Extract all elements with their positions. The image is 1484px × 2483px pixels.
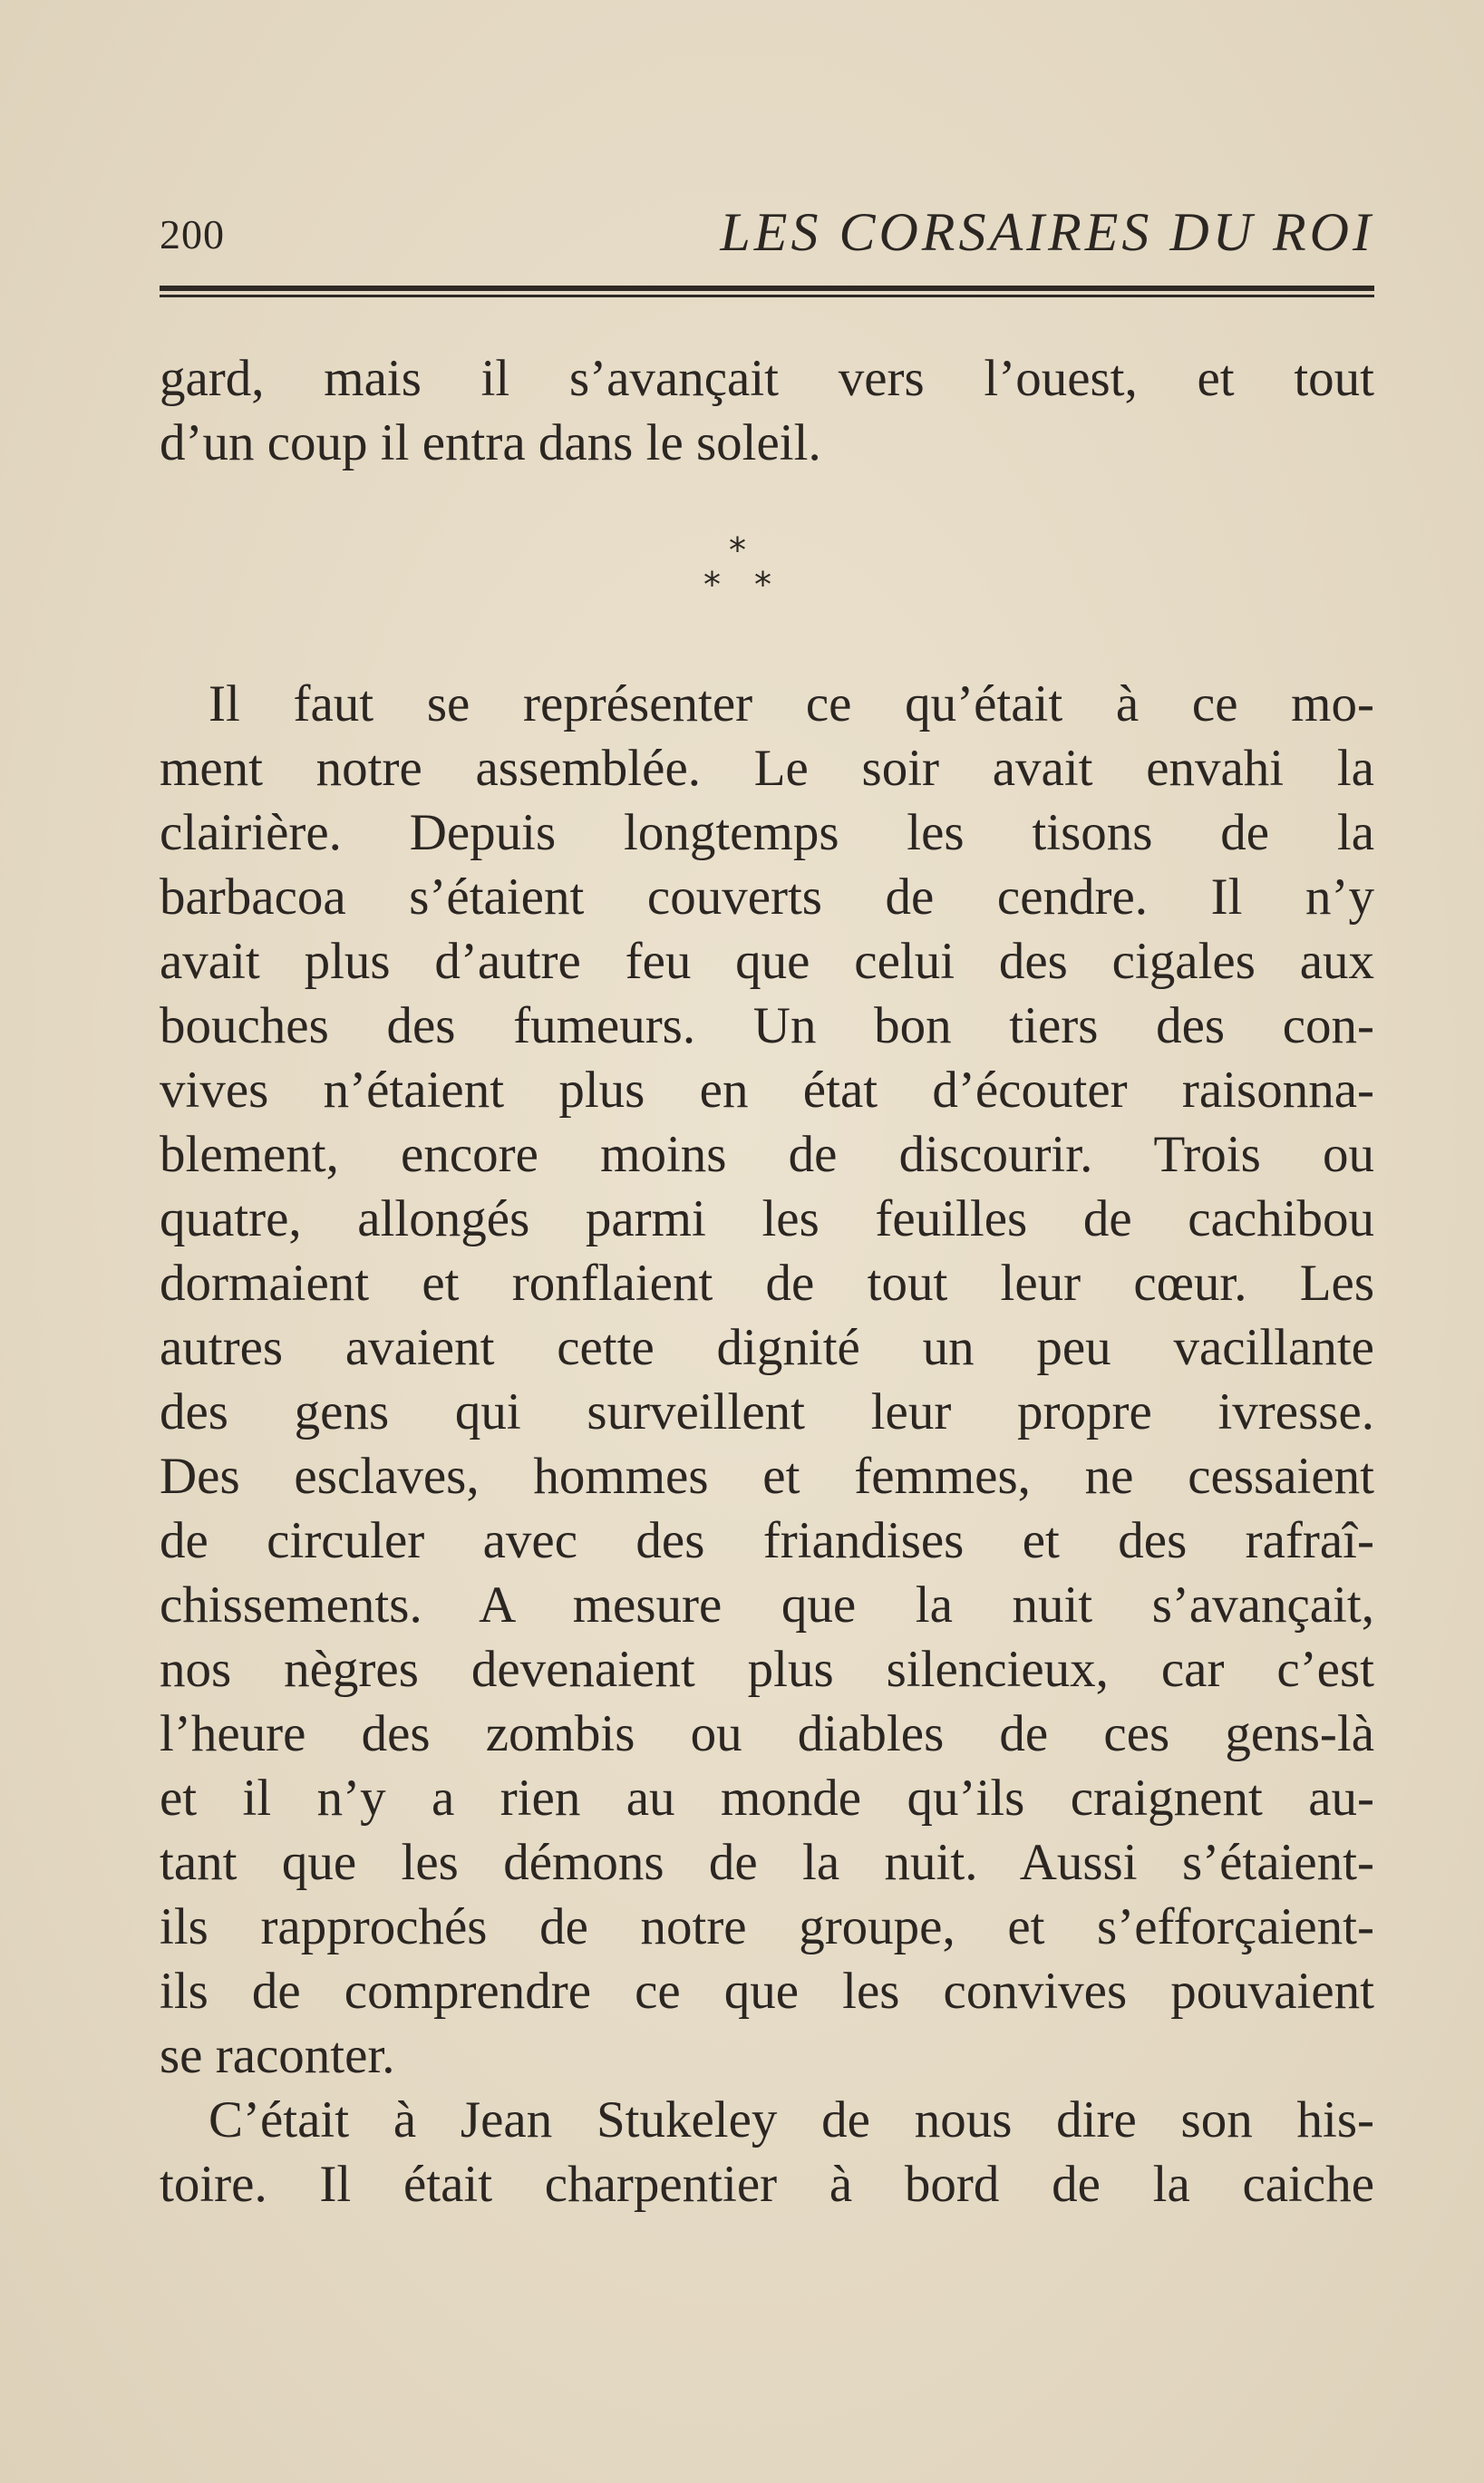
header-rule-thin	[160, 295, 1374, 297]
text-line: Il faut se représenter ce qu’était à ce mo-	[209, 675, 1374, 732]
text-line: C’était à Jean Stukeley de nous dire son his-	[209, 2091, 1374, 2148]
text-line: des gens qui surveillent leur propre ivresse.	[160, 1383, 1374, 1440]
text-line: bouches des fumeurs. Un bon tiers des con-	[160, 997, 1374, 1054]
text-line: ils rapprochés de notre groupe, et s’efforçaient-	[160, 1898, 1374, 1955]
text-line: nos nègres devenaient plus silencieux, car c’est	[160, 1641, 1374, 1698]
text-line: quatre, allongés parmi les feuilles de cachibou	[160, 1190, 1374, 1247]
text-line: vives n’étaient plus en état d’écouter raisonna-	[160, 1062, 1374, 1119]
text-line: chissements. A mesure que la nuit s’avançait,	[160, 1576, 1374, 1634]
paragraph	[160, 2088, 1374, 2216]
text-line: l’heure des zombis ou diables de ces gens-là	[160, 1705, 1374, 1762]
text-line: blement, encore moins de discourir. Trois ou	[160, 1126, 1374, 1183]
text-line: ment notre assemblée. Le soir avait envahi la	[160, 740, 1374, 797]
opening-text	[160, 346, 1374, 475]
running-title: LES CORSAIRES DU ROI	[720, 202, 1374, 262]
text-line: Des esclaves, hommes et femmes, ne cessaient	[160, 1448, 1374, 1505]
text-line: autres avaient cette dignité un peu vacillante	[160, 1319, 1374, 1376]
text-line: avait plus d’autre feu que celui des cigales aux	[160, 933, 1374, 990]
text-line: clairière. Depuis longtemps les tisons de la	[160, 804, 1374, 861]
asterisk-icon: *	[703, 565, 721, 605]
page-header	[160, 201, 1374, 265]
text-line: d’un coup il entra dans le soleil.	[160, 414, 821, 471]
text-line: et il n’y a rien au monde qu’ils craignent au-	[160, 1770, 1374, 1827]
asterism-ornament	[671, 530, 816, 606]
text-line: se raconter.	[160, 2027, 395, 2084]
text-line: tant que les démons de la nuit. Aussi s’étaient-	[160, 1834, 1374, 1891]
text-line: gard, mais il s’avançait vers l’ouest, et tout	[160, 350, 1374, 407]
asterisk-icon: *	[754, 565, 771, 605]
text-line: barbacoa s’étaient couverts de cendre. Il n’y	[160, 868, 1374, 926]
body-text	[160, 672, 1374, 2216]
text-line: de circuler avec des friandises et des rafraî-	[160, 1512, 1374, 1569]
asterisk-icon: *	[729, 530, 746, 570]
text-line: ils de comprendre ce que les convives pouvaient	[160, 1963, 1374, 2020]
paragraph	[160, 672, 1374, 2088]
header-rule-thick	[160, 286, 1374, 291]
text-line: dormaient et ronflaient de tout leur cœur. Les	[160, 1255, 1374, 1312]
text-line: toire. Il était charpentier à bord de la caiche	[160, 2156, 1374, 2213]
page-number: 200	[160, 211, 225, 257]
